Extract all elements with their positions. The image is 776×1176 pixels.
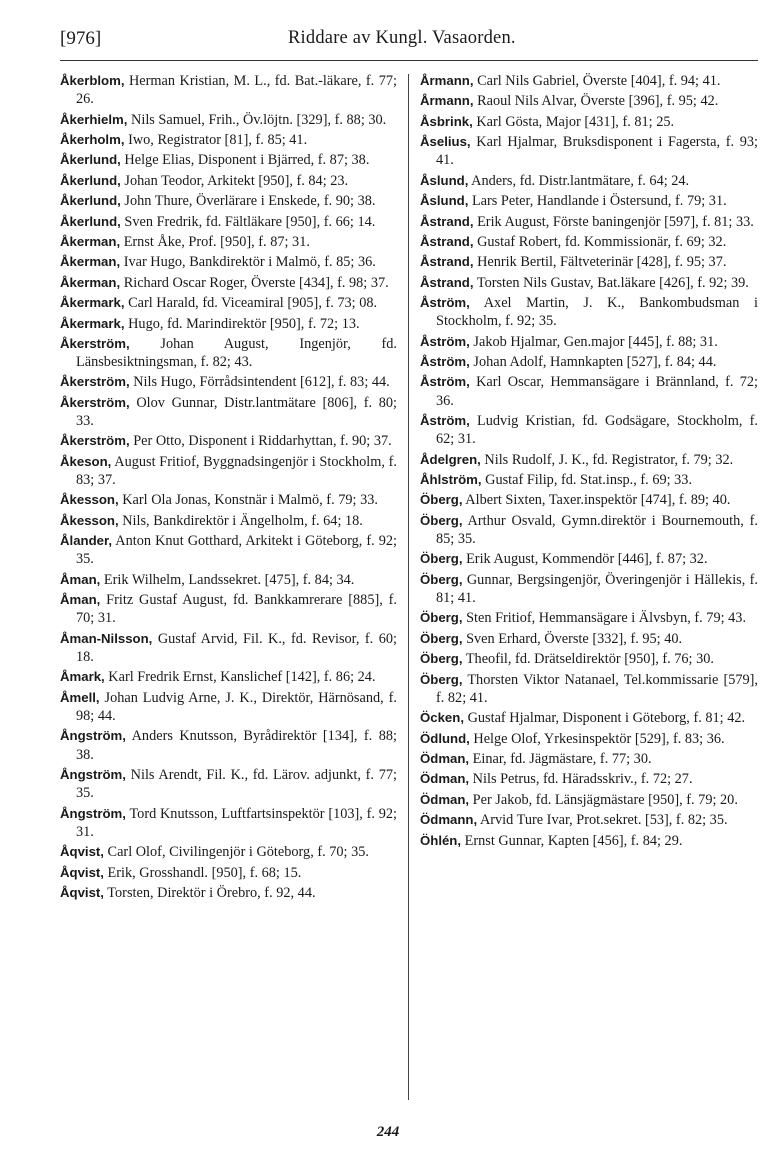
register-entry — [420, 92, 758, 110]
entry-surname: Åström, — [420, 295, 470, 311]
entry-details: Olov Gunnar, Distr.lantmätare [806], f. 80; 33. — [76, 394, 397, 430]
register-entry — [420, 811, 758, 829]
entry-details: Karl Ola Jonas, Konstnär i Malmö, f. 79; 33. — [122, 492, 378, 509]
entry-surname: Åkerman, — [60, 274, 121, 290]
register-entry — [420, 172, 758, 190]
entry-surname: Åstrand, — [420, 254, 474, 270]
header-rule — [60, 60, 758, 61]
entry-details: Carl Harald, fd. Viceamiral [905], f. 73; 08. — [128, 295, 378, 312]
entry-surname: Öberg, — [420, 651, 463, 667]
entry-surname: Ödlund, — [420, 730, 470, 746]
entry-details: Hugo, fd. Marindirektör [950], f. 72; 13. — [128, 315, 360, 332]
register-entry — [420, 730, 758, 748]
entry-surname: Ödman, — [420, 771, 470, 787]
entry-surname: Öberg, — [420, 671, 463, 687]
page-header — [60, 28, 758, 54]
entry-details: Theofil, fd. Drätseldirektör [950], f. 76; 30. — [465, 651, 714, 668]
entry-details: Per Jakob, fd. Länsjägmästare [950], f. 79; 20. — [472, 791, 738, 808]
entry-details: Torsten Nils Gustav, Bat.läkare [426], f. 92; 39. — [476, 274, 749, 291]
entry-surname: Åkerman, — [60, 233, 121, 249]
entry-surname: Åqvist, — [60, 864, 104, 880]
entry-details: Gustaf Filip, fd. Stat.insp., f. 69; 33. — [485, 472, 693, 489]
entry-details: Sten Fritiof, Hemmansägare i Älvsbyn, f. 79; 43. — [466, 610, 747, 627]
register-entry — [420, 471, 758, 489]
register-entry — [420, 294, 758, 330]
entry-details: Johan Ludvig Arne, J. K., Direktör, Härnösand, f. 98; 44. — [76, 689, 397, 724]
entry-details: Carl Olof, Civilingenjör i Göteborg, f. 70; 35. — [107, 844, 369, 861]
two-column-body — [60, 72, 758, 1108]
entry-surname: Öberg, — [420, 512, 463, 528]
register-entry — [60, 843, 397, 861]
register-entry — [60, 591, 397, 627]
entry-surname: Åslund, — [420, 172, 469, 188]
entry-details: Nils Arendt, Fil. K., fd. Lärov. adjunkt, f. 77; 35. — [76, 766, 397, 802]
register-entry — [60, 805, 397, 841]
entry-details: Helge Olof, Yrkesinspektör [529], f. 83; 36. — [473, 730, 725, 747]
entry-surname: Ödman, — [420, 791, 470, 807]
register-entry — [60, 532, 397, 568]
entry-details: Richard Oscar Roger, Överste [434], f. 98; 37. — [123, 274, 389, 291]
entry-details: Karl Fredrik Ernst, Kanslichef [142], f. 86; 24. — [108, 669, 376, 686]
entry-surname: Öberg, — [420, 630, 463, 646]
entry-surname: Åman, — [60, 592, 101, 608]
register-entry — [60, 432, 397, 450]
entry-details: Gunnar, Bergsingenjör, Överingenjör i Hällekis, f. 81; 41. — [436, 571, 758, 607]
entry-details: Ernst Åke, Prof. [950], f. 87; 31. — [123, 233, 310, 250]
entry-details: Gustaf Arvid, Fil. K., fd. Revisor, f. 60; 18. — [76, 630, 397, 666]
entry-details: Arvid Ture Ivar, Prot.sekret. [53], f. 82; 35. — [479, 812, 728, 829]
register-entry — [420, 412, 758, 448]
register-entry — [420, 770, 758, 788]
register-entry — [420, 451, 758, 469]
entry-details: Jakob Hjalmar, Gen.major [445], f. 88; 31. — [473, 333, 718, 350]
entry-details: Ivar Hugo, Bankdirektör i Malmö, f. 85; 36. — [123, 254, 376, 271]
entry-details: Johan Adolf, Hamnkapten [527], f. 84; 44. — [473, 354, 717, 371]
entry-surname: Åström, — [420, 354, 470, 370]
entry-surname: Åkerström, — [60, 433, 130, 449]
entry-details: Carl Nils Gabriel, Överste [404], f. 94; 41. — [477, 73, 721, 89]
entry-surname: Öberg, — [420, 551, 463, 567]
entry-surname: Åkerström, — [60, 374, 130, 390]
entry-details: Johan Teodor, Arkitekt [950], f. 84; 23. — [124, 172, 349, 189]
register-entry — [420, 113, 758, 131]
entry-details: August Fritiof, Byggnadsingenjör i Stockholm, f. 83; 37. — [76, 453, 397, 489]
register-entry — [60, 453, 397, 489]
register-entry — [420, 630, 758, 648]
entry-surname: Åkerhielm, — [60, 111, 128, 127]
register-entry — [60, 294, 397, 312]
register-entry — [420, 192, 758, 210]
entry-details: Karl Gösta, Major [431], f. 81; 25. — [476, 113, 675, 130]
left-column — [60, 72, 397, 1108]
entry-details: Henrik Bertil, Fältveterinär [428], f. 95; 37. — [477, 254, 727, 271]
register-entry — [420, 333, 758, 351]
register-entry — [420, 491, 758, 509]
register-entry — [420, 274, 758, 292]
entry-details: Karl Hjalmar, Bruksdisponent i Fagersta, f. 93; 41. — [436, 134, 759, 169]
register-entry — [60, 213, 397, 231]
entry-surname: Åstrand, — [420, 274, 474, 290]
entry-surname: Ödmann, — [420, 812, 478, 828]
entry-surname: Åkeson, — [60, 453, 112, 469]
entry-surname: Åström, — [420, 374, 470, 390]
entry-surname: Åkerlund, — [60, 172, 121, 188]
register-entry — [420, 550, 758, 568]
entry-surname: Åhlström, — [420, 472, 482, 488]
register-entry — [60, 491, 397, 509]
register-entry — [60, 233, 397, 251]
register-entry — [420, 791, 758, 809]
register-entry — [60, 884, 397, 902]
entry-details: Raoul Nils Alvar, Överste [396], f. 95; 42. — [477, 93, 719, 110]
register-entry — [60, 335, 397, 371]
entry-surname: Åkerholm, — [60, 131, 125, 147]
register-entry — [60, 689, 397, 725]
entry-details: John Thure, Överlärare i Enskede, f. 90; 38. — [124, 193, 376, 210]
entry-details: Ernst Gunnar, Kapten [456], f. 84; 29. — [464, 832, 683, 849]
register-entry — [420, 609, 758, 627]
entry-details: Erik, Grosshandl. [950], f. 68; 15. — [107, 864, 302, 881]
entry-details: Sven Erhard, Överste [332], f. 95; 40. — [466, 630, 683, 647]
register-entry — [60, 253, 397, 271]
entry-surname: Åkerström, — [60, 394, 130, 410]
entry-surname: Åkerström, — [60, 335, 130, 351]
entry-details: Lars Peter, Handlande i Östersund, f. 79; 31. — [471, 193, 727, 210]
register-entry — [60, 727, 397, 763]
register-entry — [60, 864, 397, 882]
register-entry — [60, 72, 397, 108]
entry-surname: Åkerlund, — [60, 213, 121, 229]
entry-details: Nils Samuel, Frih., Öv.löjtn. [329], f. 88; 30. — [131, 111, 387, 128]
entry-details: Nils Hugo, Förrådsintendent [612], f. 83; 44. — [133, 374, 390, 391]
register-entry — [420, 750, 758, 768]
entry-details: Torsten, Direktör i Örebro, f. 92, 44. — [107, 884, 316, 901]
entry-details: Herman Kristian, M. L., fd. Bat.-läkare, f. 77; 26. — [76, 73, 397, 108]
entry-details: Johan August, Ingenjör, fd. Länsbesiktningsman, f. 82; 43. — [76, 335, 397, 371]
entry-details: Per Otto, Disponent i Riddarhyttan, f. 90; 37. — [133, 433, 392, 450]
register-entry — [60, 766, 397, 802]
register-entry — [420, 671, 758, 707]
entry-surname: Åselius, — [420, 134, 471, 150]
register-entry — [420, 213, 758, 231]
entry-details: Anders, fd. Distr.lantmätare, f. 64; 24. — [471, 172, 690, 189]
entry-details: Nils Petrus, fd. Häradsskriv., f. 72; 27. — [472, 771, 693, 788]
entry-surname: Åstrand, — [420, 213, 474, 229]
entry-details: Fritz Gustaf August, fd. Bankkamrerare [885], f. 70; 31. — [76, 592, 397, 627]
entry-details: Erik August, Kommendör [446], f. 87; 32. — [466, 551, 708, 568]
entry-details: Gustaf Hjalmar, Disponent i Göteborg, f. 81; 42. — [467, 710, 746, 727]
entry-surname: Åkerblom, — [60, 73, 125, 88]
entry-surname: Ångström, — [60, 805, 126, 821]
register-entry — [60, 131, 397, 149]
entry-surname: Åkerlund, — [60, 152, 121, 168]
register-entry — [420, 253, 758, 271]
entry-details: Helge Elias, Disponent i Bjärred, f. 87; 38. — [124, 152, 370, 169]
entry-surname: Åkermark, — [60, 295, 125, 311]
register-entry — [60, 394, 397, 430]
entry-surname: Ödman, — [420, 750, 470, 766]
register-entry — [420, 512, 758, 548]
entry-surname: Öberg, — [420, 610, 463, 626]
entry-surname: Ådelgren, — [420, 451, 481, 467]
column-divider — [408, 74, 409, 1100]
entry-surname: Åström, — [420, 333, 470, 349]
register-entry — [60, 512, 397, 530]
entry-surname: Årmann, — [420, 73, 474, 88]
register-entry — [60, 571, 397, 589]
entry-surname: Ångström, — [60, 766, 126, 782]
entry-details: Anton Knut Gotthard, Arkitekt i Göteborg, f. 92; 35. — [76, 533, 397, 568]
entry-details: Iwo, Registrator [81], f. 85; 41. — [128, 131, 308, 148]
entry-surname: Ångström, — [60, 728, 126, 744]
running-title: Riddare av Kungl. Vasaorden. — [288, 28, 516, 48]
register-entry — [420, 650, 758, 668]
entry-details: Ludvig Kristian, fd. Godsägare, Stockholm, f. 62; 31. — [436, 413, 759, 448]
entry-details: Erik Wilhelm, Landssekret. [475], f. 84; 34. — [103, 571, 355, 588]
entry-surname: Åmell, — [60, 689, 100, 705]
entry-details: Albert Sixten, Taxer.inspektör [474], f. 89; 40. — [465, 492, 731, 509]
entry-surname: Åström, — [420, 413, 470, 429]
entry-surname: Åqvist, — [60, 884, 104, 900]
register-entry — [420, 571, 758, 607]
register-entry — [420, 353, 758, 371]
entry-surname: Åkermark, — [60, 315, 125, 331]
entry-surname: Åsbrink, — [420, 113, 473, 129]
entry-details: Einar, fd. Jägmästare, f. 77; 30. — [472, 750, 652, 767]
register-entry — [60, 192, 397, 210]
register-entry — [420, 373, 758, 409]
entry-surname: Åman, — [60, 571, 101, 587]
entry-surname: Ålander, — [60, 533, 113, 549]
entry-details: Sven Fredrik, fd. Fältläkare [950], f. 66; 14. — [124, 213, 376, 230]
register-entry — [420, 72, 758, 90]
register-entry — [60, 630, 397, 666]
register-entry — [420, 233, 758, 251]
entry-surname: Åkerman, — [60, 254, 121, 270]
entry-details: Anders Knutsson, Byrådirektör [134], f. 88; 38. — [76, 728, 397, 763]
entry-surname: Öhlén, — [420, 832, 462, 848]
entry-surname: Åkerlund, — [60, 193, 121, 209]
entry-surname: Åkesson, — [60, 512, 119, 528]
register-entry — [60, 111, 397, 129]
entry-details: Karl Oscar, Hemmansägare i Brännland, f. 72; 36. — [436, 374, 759, 409]
entry-surname: Öberg, — [420, 571, 463, 587]
entry-details: Erik August, Förste baningenjör [597], f. 81; 33. — [477, 213, 754, 230]
register-entry — [60, 315, 397, 333]
entry-surname: Åmark, — [60, 669, 105, 685]
entry-surname: Årmann, — [420, 93, 474, 109]
register-entry — [420, 832, 758, 850]
register-entry — [60, 151, 397, 169]
entry-surname: Åstrand, — [420, 233, 474, 249]
register-entry — [420, 709, 758, 727]
register-entry — [60, 668, 397, 686]
entry-details: Arthur Osvald, Gymn.direktör i Bournemouth, f. 85; 35. — [436, 512, 758, 548]
entry-surname: Åqvist, — [60, 844, 104, 860]
entry-surname: Öberg, — [420, 492, 463, 508]
page-number-bracketed: [976] — [60, 28, 102, 49]
entry-details: Tord Knutsson, Luftfartsinspektör [103], f. 92; 31. — [76, 805, 397, 840]
entry-surname: Åkesson, — [60, 492, 119, 508]
entry-surname: Åslund, — [420, 193, 469, 209]
entry-details: Nils Rudolf, J. K., fd. Registrator, f. 79; 32. — [484, 451, 734, 468]
entry-details: Nils, Bankdirektör i Ängelholm, f. 64; 18. — [122, 512, 363, 529]
register-entry — [420, 133, 758, 169]
right-column — [420, 72, 758, 1108]
page-footer-number: 244 — [376, 1124, 400, 1140]
entry-details: Axel Martin, J. K., Bankombudsman i Stockholm, f. 92; 35. — [436, 295, 758, 330]
register-entry — [60, 172, 397, 190]
register-entry — [60, 373, 397, 391]
entry-surname: Öcken, — [420, 710, 464, 726]
entry-details: Thorsten Viktor Natanael, Tel.kommissarie [579], f. 82; 41. — [436, 671, 758, 706]
register-entry — [60, 274, 397, 292]
entry-details: Gustaf Robert, fd. Kommissionär, f. 69; 32. — [477, 233, 727, 250]
entry-surname: Åman-Nilsson, — [60, 630, 153, 646]
